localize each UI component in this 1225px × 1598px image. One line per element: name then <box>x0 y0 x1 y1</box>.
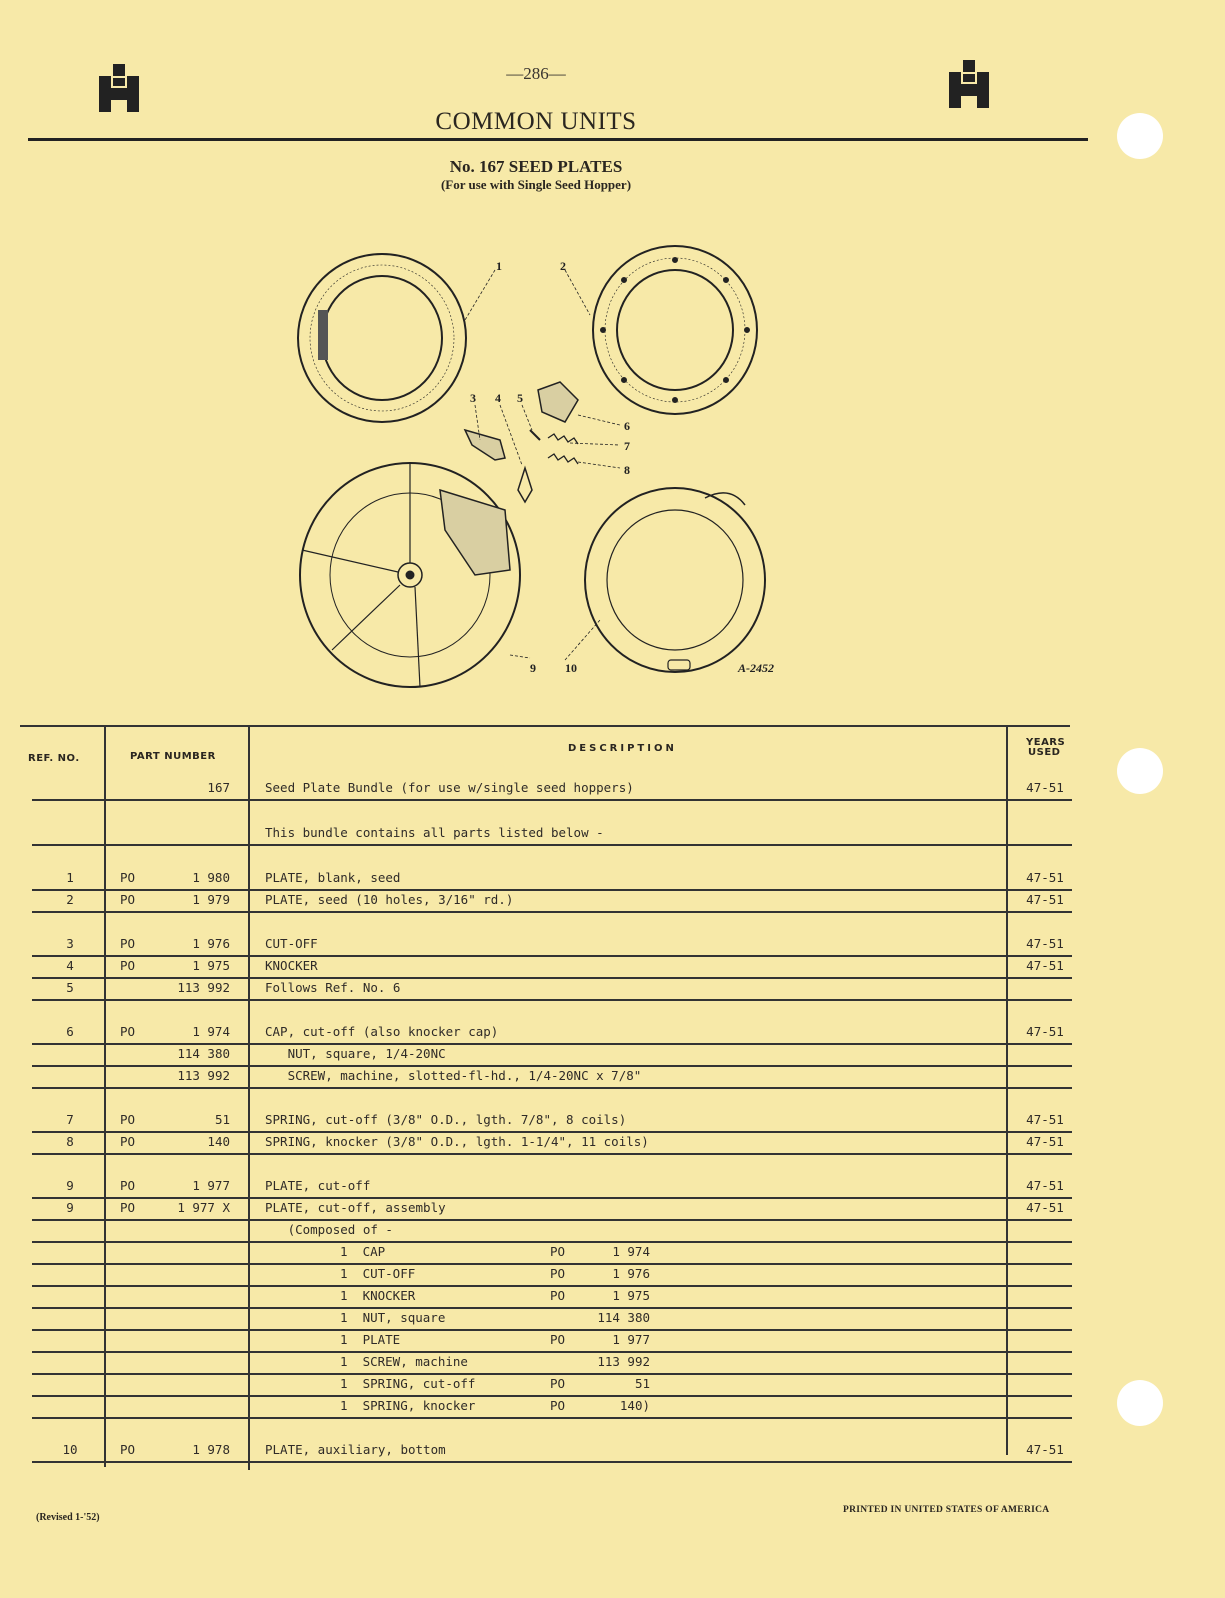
parts-table <box>20 735 1090 1505</box>
callout-3: 3 <box>470 391 476 405</box>
part-number-cell: 1 976 <box>192 936 230 951</box>
description-cell: PLATE, auxiliary, bottom <box>265 1442 446 1457</box>
years-used-cell: 47-51 <box>1026 1442 1064 1457</box>
header-years: YEARS <box>1026 737 1066 748</box>
printed-note: PRINTED IN UNITED STATES OF AMERICA <box>843 1505 1050 1515</box>
component-description-cell: 1 SPRING, knocker <box>340 1398 476 1413</box>
table-row <box>20 1219 1090 1241</box>
table-row <box>20 1197 1090 1219</box>
description-cell: SPRING, knocker (3/8" O.D., lgth. 1-1/4", 11 coils) <box>265 1134 649 1149</box>
years-used-cell: 47-51 <box>1026 1134 1064 1149</box>
composed-of-row <box>20 1307 1090 1329</box>
table-row <box>20 1109 1090 1131</box>
callout-7: 7 <box>624 439 630 453</box>
component-prefix-cell: PO <box>550 1332 566 1347</box>
part-prefix-cell: PO <box>120 1442 136 1457</box>
figure-code: A-2452 <box>738 661 774 675</box>
callout-6: 6 <box>624 419 630 433</box>
part-number-cell: 167 <box>207 780 230 795</box>
years-used-cell: 47-51 <box>1026 958 1064 973</box>
part-number-cell: 1 974 <box>192 1024 230 1039</box>
table-row <box>20 1021 1090 1043</box>
ref-no-cell: 6 <box>66 1024 74 1039</box>
ref-no-cell: 4 <box>66 958 74 973</box>
plate-subtitle: (For use with Single Seed Hopper) <box>440 177 632 192</box>
years-used-cell: 47-51 <box>1026 1112 1064 1127</box>
years-used-cell: 47-51 <box>1026 1178 1064 1193</box>
component-part-number-cell: 114 380 <box>597 1310 650 1325</box>
component-part-number-cell: 1 975 <box>612 1288 650 1303</box>
part-number-cell: 1 975 <box>192 958 230 973</box>
description-cell: This bundle contains all parts listed below - <box>265 825 604 840</box>
part-prefix-cell: PO <box>120 1112 136 1127</box>
composed-of-row <box>20 1373 1090 1395</box>
hole-punch <box>1117 113 1163 159</box>
description-cell: PLATE, cut-off, assembly <box>265 1200 446 1215</box>
description-cell: Follows Ref. No. 6 <box>265 980 401 995</box>
header-used: USED <box>1028 747 1061 758</box>
title-rule <box>28 138 1088 141</box>
component-description-cell: 1 SPRING, cut-off <box>340 1376 476 1391</box>
plate-title: No. 167 SEED PLATES <box>449 157 623 176</box>
description-cell: KNOCKER <box>265 958 318 973</box>
component-description-cell: 1 SCREW, machine <box>340 1354 468 1369</box>
description-cell: SPRING, cut-off (3/8" O.D., lgth. 7/8", 8 coils) <box>265 1112 627 1127</box>
part-prefix-cell: PO <box>120 1200 136 1215</box>
component-part-number-cell: 1 974 <box>612 1244 650 1259</box>
years-used-cell: 47-51 <box>1026 780 1064 795</box>
ref-no-cell: 1 <box>66 870 74 885</box>
part-prefix-cell: PO <box>120 870 136 885</box>
table-row <box>20 1043 1090 1065</box>
table-row <box>20 822 1090 844</box>
description-cell: SCREW, machine, slotted-fl-hd., 1/4-20NC x 7/8" <box>265 1068 642 1083</box>
header-part-number: PART NUMBER <box>130 751 216 762</box>
part-number-cell: 113 992 <box>177 980 230 995</box>
row-rule <box>32 999 1072 1001</box>
table-row <box>20 889 1090 911</box>
part-prefix-cell: PO <box>120 1134 136 1149</box>
description-cell: PLATE, cut-off <box>265 1178 371 1193</box>
component-prefix-cell: PO <box>550 1398 566 1413</box>
composed-of-row <box>20 1329 1090 1351</box>
callout-1: 1 <box>496 259 502 273</box>
table-row <box>20 1131 1090 1153</box>
part-number-cell: 140 <box>207 1134 230 1149</box>
ref-no-cell: 10 <box>62 1442 78 1457</box>
part-prefix-cell: PO <box>120 1024 136 1039</box>
callout-2: 2 <box>560 259 566 273</box>
ref-no-cell: 5 <box>66 980 74 995</box>
composed-of-row <box>20 1285 1090 1307</box>
component-description-cell: 1 CUT-OFF <box>340 1266 416 1281</box>
component-description-cell: 1 KNOCKER <box>340 1288 416 1303</box>
description-cell: CUT-OFF <box>265 936 318 951</box>
table-row <box>20 933 1090 955</box>
part-number-cell: 1 977 <box>192 1178 230 1193</box>
description-cell: NUT, square, 1/4-20NC <box>265 1046 446 1061</box>
composed-of-row <box>20 1263 1090 1285</box>
part-prefix-cell: PO <box>120 1178 136 1193</box>
page-number: —286— <box>506 64 566 83</box>
table-row <box>20 1439 1090 1461</box>
callout-10: 10 <box>565 661 577 675</box>
header-description: DESCRIPTION <box>568 743 677 754</box>
description-cell: (Composed of - <box>265 1222 393 1237</box>
hole-punch <box>1117 1380 1163 1426</box>
part-number-cell: 114 380 <box>177 1046 230 1061</box>
part-prefix-cell: PO <box>120 958 136 973</box>
table-row <box>20 867 1090 889</box>
ref-no-cell: 2 <box>66 892 74 907</box>
part-prefix-cell: PO <box>120 936 136 951</box>
table-row <box>20 1175 1090 1197</box>
component-description-cell: 1 CAP <box>340 1244 386 1259</box>
composed-of-row <box>20 1351 1090 1373</box>
description-cell: PLATE, blank, seed <box>265 870 401 885</box>
composed-of-row <box>20 1241 1090 1263</box>
header-ref-no: REF. NO. <box>28 753 80 764</box>
callout-8: 8 <box>624 463 630 477</box>
ref-no-cell: 7 <box>66 1112 74 1127</box>
component-part-number-cell: 1 976 <box>612 1266 650 1281</box>
component-part-number-cell: 113 992 <box>597 1354 650 1369</box>
table-row <box>20 977 1090 999</box>
table-row <box>20 777 1090 799</box>
exploded-parts-illustration <box>260 240 840 710</box>
component-prefix-cell: PO <box>550 1376 566 1391</box>
part-9-cutoff-plate <box>300 463 520 687</box>
description-cell: PLATE, seed (10 holes, 3/16" rd.) <box>265 892 514 907</box>
row-rule <box>32 799 1072 801</box>
row-rule <box>32 1153 1072 1155</box>
part-prefix-cell: PO <box>120 892 136 907</box>
callout-9: 9 <box>530 661 536 675</box>
section-title: COMMON UNITS <box>435 108 637 135</box>
description-cell: CAP, cut-off (also knocker cap) <box>265 1024 499 1039</box>
row-rule <box>32 1461 1072 1463</box>
part-10-auxiliary-plate <box>585 488 765 672</box>
ref-no-cell: 8 <box>66 1134 74 1149</box>
part-2-seed-plate <box>593 246 757 414</box>
part-number-cell: 1 980 <box>192 870 230 885</box>
description-cell: Seed Plate Bundle (for use w/single seed hoppers) <box>265 780 634 795</box>
part-number-cell: 51 <box>214 1112 230 1127</box>
years-used-cell: 47-51 <box>1026 892 1064 907</box>
component-part-number-cell: 140) <box>619 1398 650 1413</box>
row-rule <box>32 1417 1072 1419</box>
component-prefix-cell: PO <box>550 1288 566 1303</box>
table-row <box>20 1065 1090 1087</box>
part-number-cell: 1 979 <box>192 892 230 907</box>
revised-note: (Revised 1-'52) <box>36 1512 100 1523</box>
row-rule <box>32 911 1072 913</box>
part-1-blank-plate <box>298 254 466 422</box>
callout-4: 4 <box>495 391 501 405</box>
table-row <box>20 955 1090 977</box>
component-prefix-cell: PO <box>550 1266 566 1281</box>
part-number-cell: 1 978 <box>192 1442 230 1457</box>
component-part-number-cell: 1 977 <box>612 1332 650 1347</box>
component-prefix-cell: PO <box>550 1244 566 1259</box>
years-used-cell: 47-51 <box>1026 1024 1064 1039</box>
row-rule <box>32 1087 1072 1089</box>
component-part-number-cell: 51 <box>634 1376 650 1391</box>
part-number-cell: 1 977 X <box>177 1200 230 1215</box>
component-description-cell: 1 NUT, square <box>340 1310 446 1325</box>
ref-no-cell: 3 <box>66 936 74 951</box>
part-number-cell: 113 992 <box>177 1068 230 1083</box>
composed-of-row <box>20 1395 1090 1417</box>
years-used-cell: 47-51 <box>1026 1200 1064 1215</box>
hole-punch <box>1117 748 1163 794</box>
row-rule <box>32 844 1072 846</box>
years-used-cell: 47-51 <box>1026 936 1064 951</box>
callout-5: 5 <box>517 391 523 405</box>
ref-no-cell: 9 <box>66 1200 74 1215</box>
ref-no-cell: 9 <box>66 1178 74 1193</box>
years-used-cell: 47-51 <box>1026 870 1064 885</box>
component-description-cell: 1 PLATE <box>340 1332 401 1347</box>
